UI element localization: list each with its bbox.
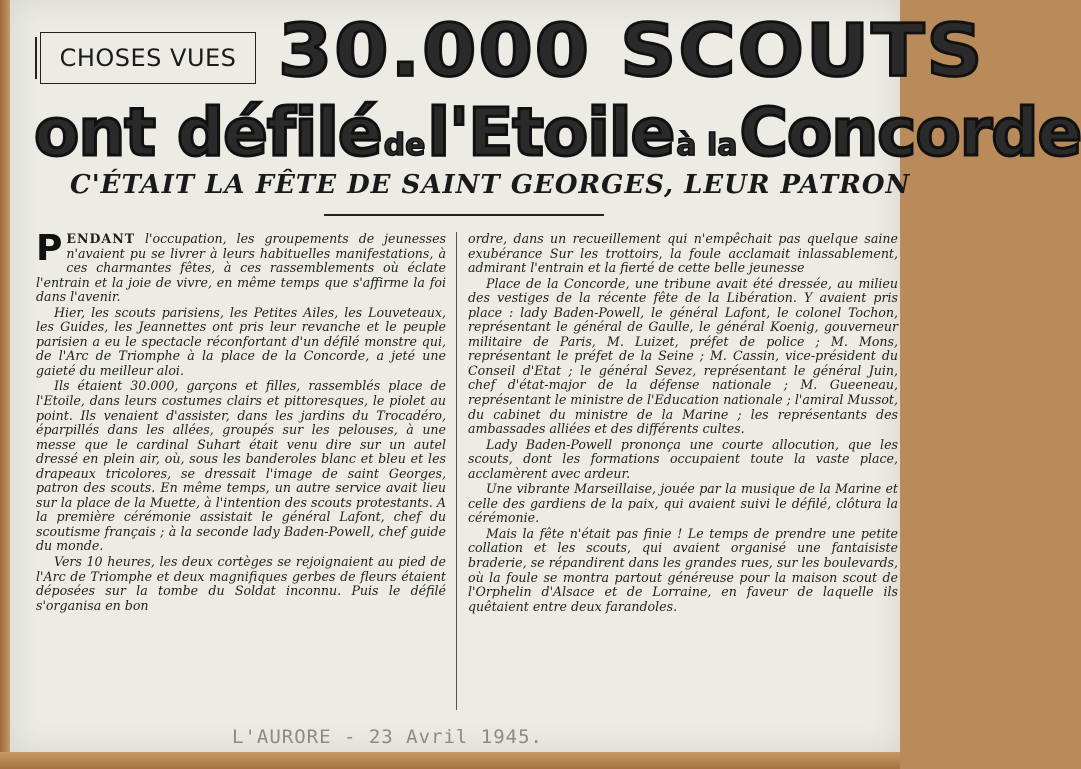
headline-part-1: ont défilé — [34, 94, 382, 171]
article-paragraph: Ils étaient 30.000, garçons et filles, rassemblés place de l'Etoile, dans leurs costumes clairs et pittoresques, le piolet au point. Ils venaient d'assister, dans les jardins du Trocadéro, éparpillés dans les allées, groupés sur les pelouses, à une messe que le cardinal Suhart était venu dire sur un autel dressé en plein air, où, sous les banderoles blanc et bleu et les drapeaux tricolores, se dressait l'image de saint Georges, patron des scouts. En même temps, un autre service avait lieu sur la place de la Muette, à l'intention des scouts protestants. A la première cérémonie assistait le général Lafont, chef du scoutisme français ; à la seconde lady Baden-Powell, chef guide du monde. — [36, 378, 446, 554]
drop-cap: P — [36, 228, 63, 269]
article-paragraph: Vers 10 heures, les deux cortèges se rejoignaient au pied de l'Arc de Triomphe et deux magnifiques gerbes de fleurs étaient déposées sur la tombe du Soldat inconnu. Puis le défilé s'organisa en bon — [36, 554, 446, 613]
wood-background-bottom — [0, 752, 900, 769]
article-column-left — [36, 228, 446, 614]
section-tag: CHOSES VUES — [40, 32, 256, 84]
headline-secondary — [34, 94, 1081, 171]
article-paragraph: Une vibrante Marseillaise, jouée par la musique de la Marine et celle des gardiens de la paix, qui avaient suivi le défilé, clôtura la cérémonie. — [468, 481, 898, 526]
subtitle: C'ÉTAIT LA FÊTE DE SAINT GEORGES, LEUR PATRON — [70, 170, 911, 200]
headline-part-2: de — [383, 128, 426, 163]
article-paragraph: ordre, dans un recueillement qui n'empêchait pas quelque saine exubérance Sur les trottoirs, la foule acclamait inlassablement, admirant l'entrain et la fierté de cette belle jeunesse — [468, 231, 898, 276]
title-rule — [324, 214, 604, 216]
headline-part-4: à la — [676, 128, 738, 163]
article-paragraph: Mais la fête n'était pas finie ! Le temps de prendre une petite collation et les scouts, qui avaient organisé une fantaisiste braderie, se répandirent dans les grandes rues, sur les boulevards, où la foule se montra partout généreuse pour la maison scout de l'Orphelin d'Alsace et de Lorraine, en faveur de laquelle ils quêtaient entre deux farandoles. — [468, 525, 898, 614]
article-paragraph: Lady Baden-Powell prononça une courte allocution, que les scouts, dont les formations occupaient toute la vaste place, acclamèrent avec ardeur. — [468, 436, 898, 481]
headline-part-5: Concorde — [739, 94, 1081, 171]
column-divider — [456, 232, 457, 710]
article-paragraph — [36, 228, 446, 305]
lead-word: ENDANT — [66, 231, 136, 246]
newspaper-clipping — [10, 0, 1081, 752]
article-column-right — [468, 232, 898, 615]
source-caption: L'AURORE - 23 Avril 1945. — [232, 726, 543, 748]
article-paragraph: Hier, les scouts parisiens, les Petites Ailes, les Louveteaux, les Guides, les Jeannettes ont pris leur revanche et le peuple parisien a eu le spectacle réconfortant d'un défilé monstre qui, de l'Arc de Triomphe à la place de la Concorde, a jeté une gaieté du meilleur aloi. — [36, 304, 446, 378]
headline-part-3: l'Etoile — [427, 94, 675, 171]
article-paragraph: Place de la Concorde, une tribune avait été dressée, au milieu des vestiges de la récente fête de la Libération. Y avaient pris place : lady Baden-Powell, le général Lafont, le colonel Tochon, représentant le général de Gaulle, le général Koenig, gouverneur militaire de Paris, M. Luizet, préfet de police ; M. Mons, représentant le préfet de la Seine ; M. Cassin, vice-président du Conseil d'Etat ; le général Sevez, représentant le général Juin, chef d'état-major de la défense nationale ; M. Gueeneau, représentant le ministre de l'Education nationale ; l'amiral Mussot, du cabinet du ministre de la Marine ; les représentants des ambassades alliées et des différents cultes. — [468, 275, 898, 437]
paragraph-text: l'occupation, les groupements de jeunesses n'avaient pu se livrer à leurs habituelles manifestations, à ces charmantes fêtes, à ces rassemblements où éclate l'entrain et la joie de vivre, en même temps que s'affirme la foi dans l'avenir. — [36, 231, 446, 305]
headline-main: 30.000 SCOUTS — [278, 9, 985, 94]
wood-background-left — [0, 0, 10, 769]
